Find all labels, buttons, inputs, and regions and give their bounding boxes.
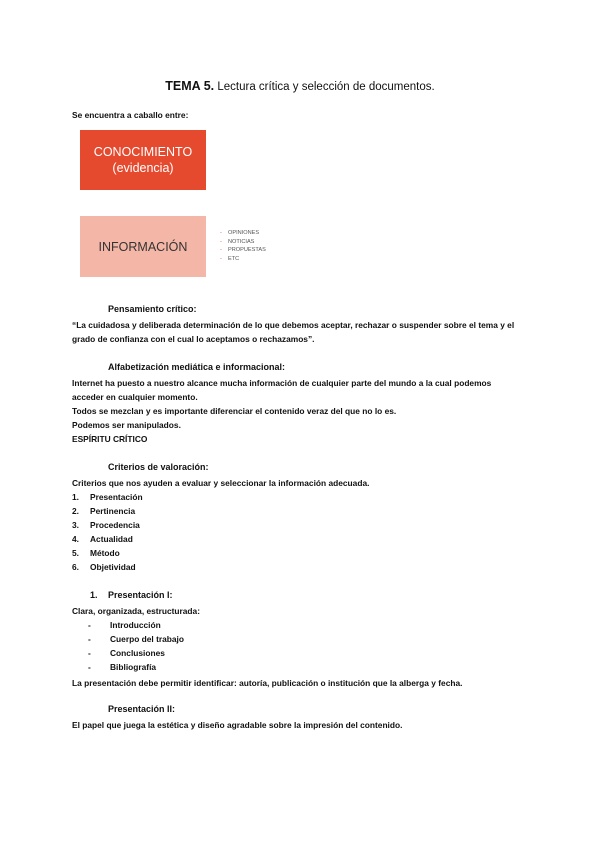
knowledge-box-label: CONOCIMIENTO (93, 145, 193, 159)
presentation2-text: El papel que juega la estética y diseño agradable sobre la impresión del contenido. (72, 720, 403, 730)
list-item: - Bibliografía (88, 662, 157, 672)
title-prefix: TEMA 5. (165, 79, 215, 93)
knowledge-box (80, 130, 206, 190)
presentation1-list (72, 618, 184, 674)
presentation1-heading: 1. Presentación I: (90, 590, 173, 600)
intro-text: Se encuentra a caballo entre: (72, 110, 189, 120)
literacy-line3: Todos se mezclan y es importante diferenciar el contenido veraz del que no lo es. (72, 406, 397, 416)
literacy-line1: Internet ha puesto a nuestro alcance mucha información de cualquier parte del mundo a la cual podemos (72, 378, 492, 388)
critical-quote-line1: “La cuidadosa y deliberada determinación de lo que debemos aceptar, rechazar o suspender sobre el tema y el (72, 320, 515, 330)
list-item: 6. Objetividad (72, 562, 136, 572)
page-title (0, 79, 600, 93)
list-item: 2. Pertinencia (72, 506, 136, 516)
criteria-intro: Criterios que nos ayuden a evaluar y seleccionar la información adecuada. (72, 478, 370, 488)
list-item: 5. Método (72, 548, 120, 558)
information-side-list (220, 229, 266, 263)
side-list-item: - OPINIONES (220, 230, 260, 236)
critical-thinking-heading: Pensamiento crítico: (108, 304, 197, 314)
list-item: - Conclusiones (88, 648, 165, 658)
knowledge-box-sublabel: (evidencia) (112, 161, 174, 175)
side-list-item: - NOTICIAS (220, 238, 255, 245)
presentation2-heading: Presentación II: (108, 704, 176, 714)
side-list-item: - ETC (220, 255, 240, 262)
literacy-line4: Podemos ser manipulados. (72, 420, 181, 430)
information-box-label: INFORMACIÓN (98, 239, 188, 254)
criteria-heading: Criterios de valoración: (108, 462, 209, 472)
presentation1-footer: La presentación debe permitir identificar: autoría, publicación o institución que la alberga y fecha. (72, 678, 463, 688)
title-text: Lectura crítica y selección de documentos. (217, 81, 435, 93)
list-item: 1. Presentación (72, 492, 143, 502)
list-item: - Introducción (88, 620, 161, 630)
presentation1-intro: Clara, organizada, estructurada: (72, 606, 200, 616)
list-item: - Cuerpo del trabajo (88, 634, 184, 644)
list-item: 4. Actualidad (72, 534, 133, 544)
literacy-line5: ESPÍRITU CRÍTICO (72, 434, 148, 444)
literacy-line2: acceder en cualquier momento. (72, 392, 198, 402)
literacy-heading: Alfabetización mediática e informacional: (108, 362, 286, 372)
criteria-list (72, 490, 143, 574)
side-list-item: - PROPUESTAS (220, 247, 266, 254)
list-item: 3. Procedencia (72, 520, 140, 530)
information-box (80, 216, 206, 277)
critical-quote-line2: grado de confianza con el cual lo aceptamos o rechazamos”. (72, 334, 315, 344)
